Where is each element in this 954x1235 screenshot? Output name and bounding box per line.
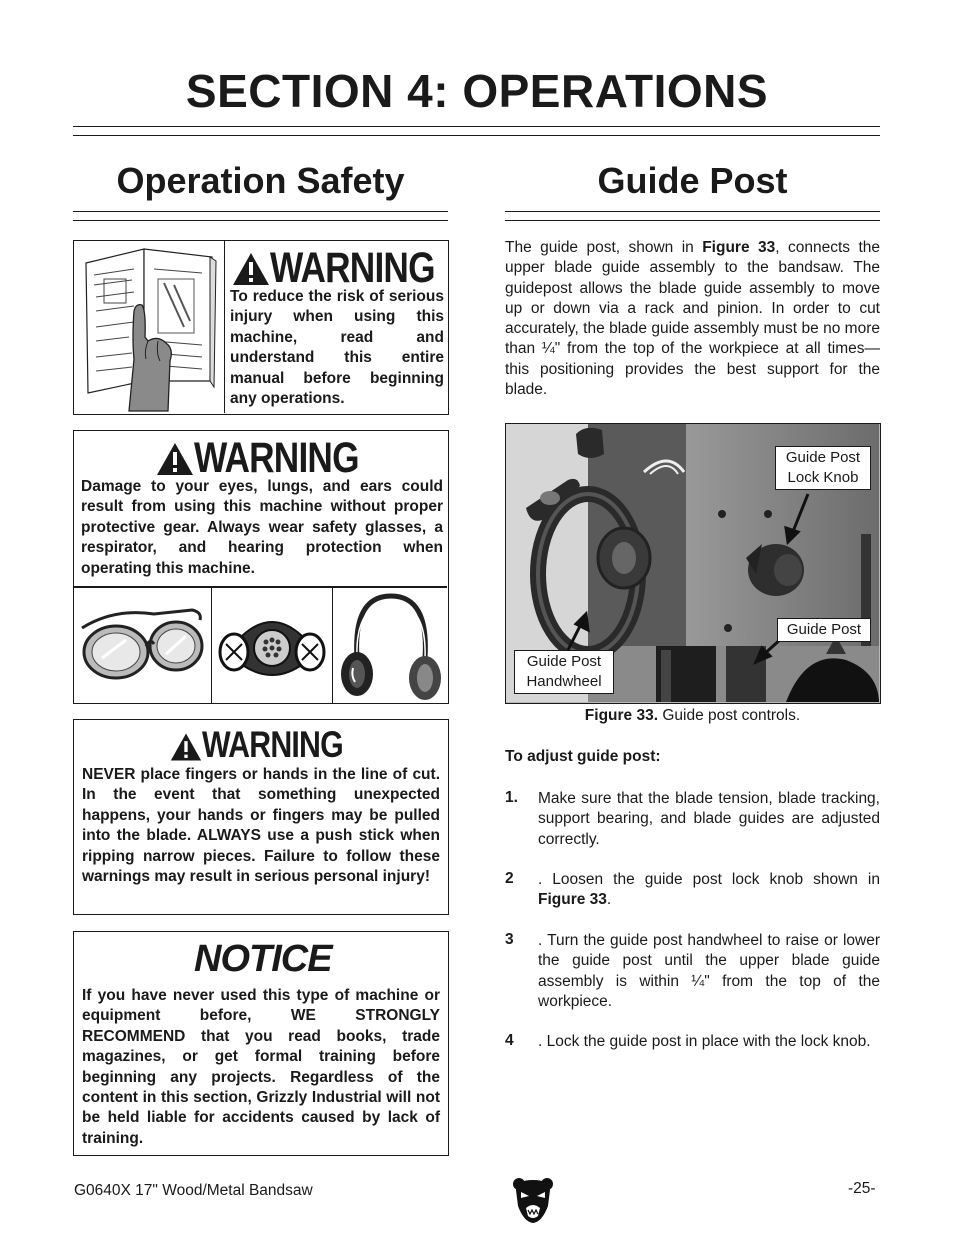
adjust-heading: To adjust guide post: [505, 748, 661, 765]
warning-triangle-icon [232, 252, 270, 286]
step-text: Make sure that the blade tension, blade tracking, support bearing, and blade guides are adjusted correctly. [538, 790, 880, 848]
footer-model: G0640X 17" Wood/Metal Bandsaw [74, 1182, 313, 1199]
warning-1-header [232, 249, 444, 289]
step-number: 4 [505, 1032, 514, 1049]
callout-guide-post: Guide Post [777, 618, 871, 642]
manual-reading-icon [74, 241, 225, 413]
figure-33-photo [505, 423, 881, 704]
step-number: 2 [505, 870, 514, 887]
warning-1-text: To reduce the risk of serious injury when using this machine, read and understand this entire manual before beginning any operations. [230, 288, 444, 408]
step-text: . Turn the guide post handwheel to raise or lower the guide post until the upper blade guide assembly is within ¼" from the top of the workpiece. [538, 932, 880, 1010]
operation-safety-heading: Operation Safety [116, 160, 405, 201]
step-text: . Loosen the guide post lock knob shown in Figure 33. [538, 871, 880, 909]
warning-3-word: WARNING [202, 728, 343, 765]
warning-triangle-icon [156, 442, 194, 476]
callout-handwheel: Guide Post Handwheel [514, 650, 614, 694]
left-heading-rule-1 [73, 211, 448, 212]
step-number: 1. [505, 789, 518, 806]
notice-word: NOTICE [194, 938, 332, 980]
warning-2-text: Damage to your eyes, lungs, and ears could result from using this machine without proper protective gear. Always wear safety glasses, a respirator, and hearing protection when operating this machine. [81, 478, 443, 577]
warning-box-hands [73, 719, 449, 915]
right-heading-rule-1 [505, 211, 880, 212]
left-heading-rule-2 [73, 220, 448, 221]
warning-1-word: WARNING [270, 249, 435, 289]
section-title: SECTION 4: OPERATIONS [185, 65, 769, 117]
section-rule-bottom [73, 135, 880, 136]
warning-2-header [156, 438, 376, 480]
safety-glasses-icon [74, 588, 212, 703]
warning-box-manual [73, 240, 449, 415]
page-number: -25- [848, 1180, 876, 1197]
grizzly-bear-logo [512, 1176, 554, 1224]
warning-2-word: WARNING [194, 438, 359, 480]
warning-triangle-icon [170, 732, 202, 762]
section-rule-top [73, 126, 880, 127]
guide-post-intro: The guide post, shown in Figure 33, connects the upper blade guide assembly to the bandsaw. The guidepost allows the blade guide assembly to move up or down via a rack and pinion. In order to cut accurately, the blade guide assembly must be no more than ¼" from the top of the workpiece at all times—this positioning provides the best support for the blade. [505, 239, 880, 399]
respirator-icon [212, 588, 333, 703]
step-text: . Lock the guide post in place with the lock knob. [538, 1033, 871, 1050]
ear-muffs-icon [333, 588, 447, 703]
step-number: 3 [505, 931, 514, 948]
warning-3-text: NEVER place fingers or hands in the line of cut. In the event that something unexpected happens, your hands or fingers may be pulled into the blade. ALWAYS use a push stick when ripping narrow pieces. Failure to follow these warnings may result in serious personal injury! [82, 766, 440, 886]
warning-3-header [170, 728, 370, 766]
callout-lock-knob: Guide Post Lock Knob [775, 446, 871, 490]
guide-post-heading: Guide Post [597, 160, 788, 201]
notice-text: If you have never used this type of machine or equipment before, WE STRONGLY RECOMMEND that you read books, trade magazines, or get formal training before beginning any projects. Regardless of the content in this section, Grizzly Industrial will not be held liable for accidents caused by lack of training. [82, 987, 440, 1147]
figure-33-caption: Figure 33. Guide post controls. [584, 707, 801, 724]
warning-box-protective-gear [73, 430, 449, 704]
right-heading-rule-2 [505, 220, 880, 221]
notice-box [73, 931, 449, 1156]
